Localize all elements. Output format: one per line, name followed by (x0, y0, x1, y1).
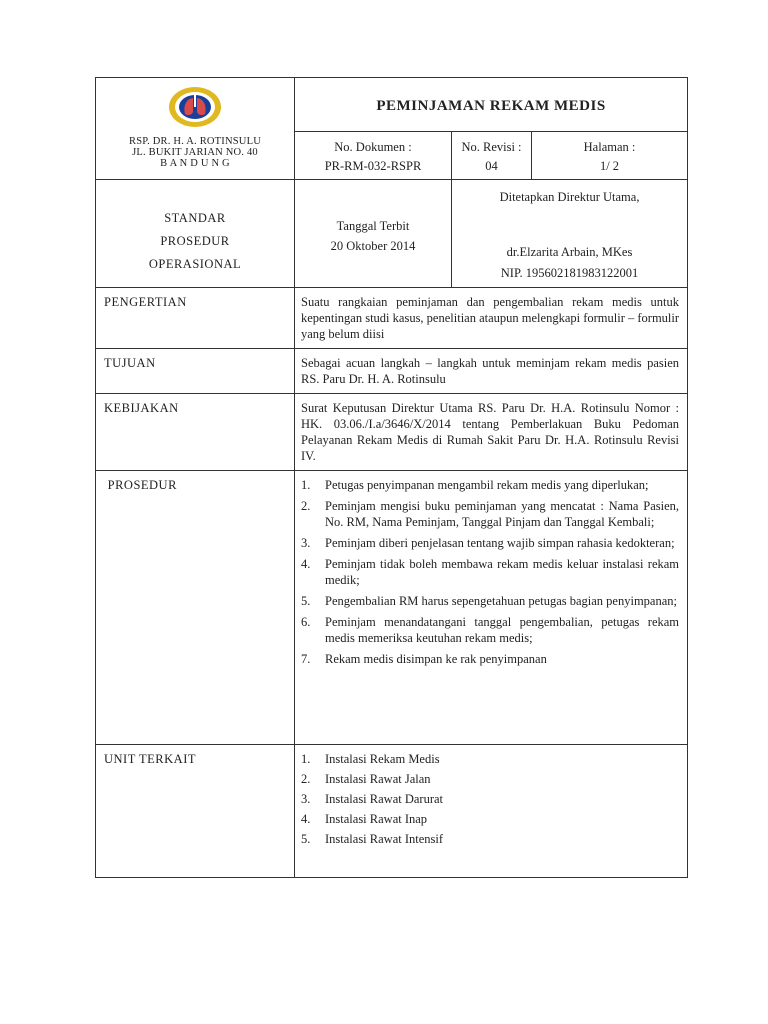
director-nip: NIP. 195602181983122001 (500, 266, 639, 280)
list-item: 3. Peminjam diberi penjelasan tentang wajib simpan rahasia kedokteran; (301, 536, 675, 550)
sop-document (95, 77, 687, 878)
list-item: 1. Petugas penyimpanan mengambil rekam medis yang diperlukan; (301, 478, 649, 492)
kebijakan-text: Surat Keputusan Direktur Utama RS. Paru Dr. H.A. Rotinsulu Nomor : HK. 03.06./I.a/3646/X/2014 tentang Pemberlakuan Buku Pedoman Pelayanan Rekam Medis di Rumah Sakit Paru Dr. H.A. Rotinsulu Revisi IV. (295, 394, 688, 471)
hospital-address (96, 136, 294, 169)
list-item: 3. Instalasi Rawat Darurat (301, 792, 444, 806)
tujuan-text: Sebagai acuan langkah – langkah untuk meminjam rekam medis pasien RS. Paru Dr. H. A. Rotinsulu (295, 349, 688, 394)
doc-number-cell (295, 132, 452, 180)
list-item: 5. Pengembalian RM harus sepengetahuan petugas bagian penyimpanan; (301, 594, 677, 608)
issue-date-value: 20 Oktober 2014 (330, 239, 416, 253)
hospital-header-cell (96, 78, 295, 180)
issue-date-cell (295, 180, 452, 288)
hospital-street: JL. BUKIT JARIAN NO. 40 (132, 147, 258, 158)
doc-number-label: No. Dokumen : (334, 140, 412, 154)
issue-date-label: Tanggal Terbit (336, 219, 410, 233)
prosedur-content (295, 471, 688, 745)
revision-value: 04 (485, 159, 498, 173)
hospital-city: B A N D U N G (160, 158, 230, 169)
revision-cell (452, 132, 532, 180)
tujuan-label: TUJUAN (96, 349, 295, 394)
list-item: 1. Instalasi Rekam Medis (301, 752, 440, 766)
pengertian-text: Suatu rangkaian peminjaman dan pengembalian rekam medis untuk kepentingan studi kasus, penelitian ataupun melengkapi formulir – formulir yang belum diisi (295, 288, 688, 349)
unit-terkait-label: UNIT TERKAIT (96, 745, 295, 878)
document-title: PEMINJAMAN REKAM MEDIS (295, 78, 688, 132)
doc-number-value: PR-RM-032-RSPR (324, 159, 422, 173)
page-label: Halaman : (583, 140, 636, 154)
prosedur-label: PROSEDUR (96, 471, 295, 745)
hospital-logo-icon (168, 86, 222, 128)
list-item: 5. Instalasi Rawat Intensif (301, 832, 444, 846)
sop-table (95, 77, 688, 878)
sop-line-2: PROSEDUR (160, 234, 230, 248)
sop-line-3: OPERASIONAL (148, 257, 242, 271)
list-item: 2. Instalasi Rawat Jalan (301, 772, 431, 786)
list-item: 2. Peminjam mengisi buku peminjaman yang mencatat : Nama Pasien, No. RM, Nama Peminjam, Tanggal Pinjam dan Tanggal Kembali; (301, 499, 680, 529)
director-cell (452, 180, 688, 288)
sop-line-1: STANDAR (164, 211, 226, 225)
revision-label: No. Revisi : (461, 140, 522, 154)
sop-label-cell (96, 180, 295, 288)
hospital-name: RSP. DR. H. A. ROTINSULU (129, 136, 261, 147)
kebijakan-label: KEBIJAKAN (96, 394, 295, 471)
ditetapkan-text: Ditetapkan Direktur Utama, (499, 190, 640, 204)
list-item: 7. Rekam medis disimpan ke rak penyimpanan (301, 652, 547, 666)
page-value: 1/ 2 (599, 159, 620, 173)
page-cell (532, 132, 688, 180)
unit-terkait-content (295, 745, 688, 878)
director-name: dr.Elzarita Arbain, MKes (506, 245, 633, 259)
list-item: 6. Peminjam menandatangani tanggal pengembalian, petugas rekam medis memeriksa keutuhan rekam medis; (301, 615, 680, 645)
unit-list (301, 751, 679, 847)
list-item: 4. Instalasi Rawat Inap (301, 812, 428, 826)
pengertian-label: PENGERTIAN (96, 288, 295, 349)
prosedur-list (301, 477, 679, 667)
list-item: 4. Peminjam tidak boleh membawa rekam medis keluar instalasi rekam medik; (301, 557, 680, 587)
